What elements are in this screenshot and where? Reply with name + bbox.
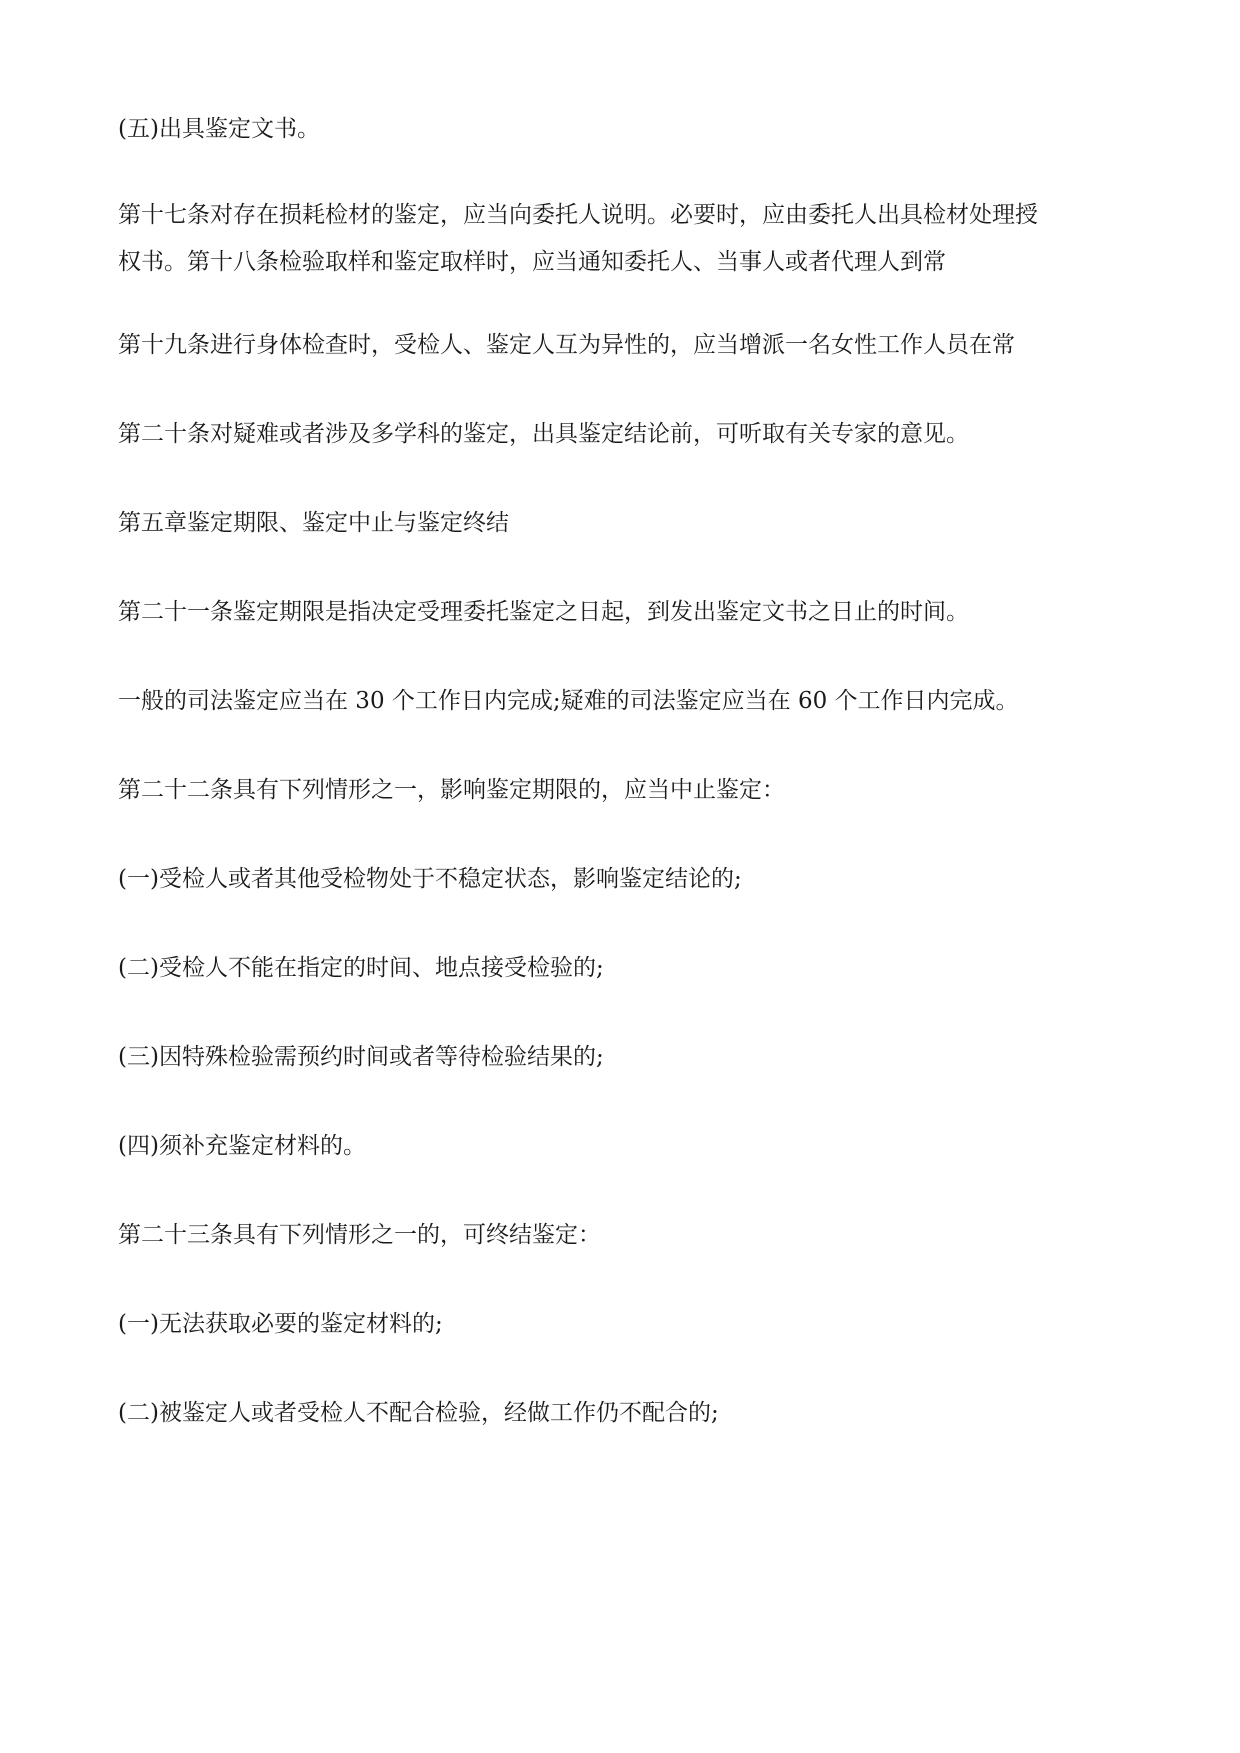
article-17-text-line1: 第十七条对存在损耗检材的鉴定，应当向委托人说明。必要时，应由委托人出具检材处理授 (118, 202, 1038, 228)
article-23-item-2: (二)被鉴定人或者受检人不配合检验，经做工作仍不配合的; (118, 1400, 719, 1426)
deadline-text: 一般的司法鉴定应当在 30 个工作日内完成;疑难的司法鉴定应当在 60 个工作日内完成。 (118, 688, 1019, 714)
paragraph-item-5: (五)出具鉴定文书。 (118, 116, 320, 142)
article-22-item-4: (四)须补充鉴定材料的。 (118, 1133, 366, 1159)
article-23-text: 第二十三条具有下列情形之一的，可终结鉴定： (118, 1222, 601, 1248)
chapter-5-heading: 第五章鉴定期限、鉴定中止与鉴定终结 (118, 510, 509, 536)
article-20-text: 第二十条对疑难或者涉及多学科的鉴定，出具鉴定结论前，可听取有关专家的意见。 (118, 421, 969, 447)
article-22-item-2: (二)受检人不能在指定的时间、地点接受检验的; (118, 955, 604, 981)
article-22-item-3: (三)因特殊检验需预约时间或者等待检验结果的; (118, 1044, 604, 1070)
article-23-item-1: (一)无法获取必要的鉴定材料的; (118, 1311, 443, 1337)
article-17-18-text-line2: 权书。第十八条检验取样和鉴定取样时，应当通知委托人、当事人或者代理人到常 (118, 249, 946, 275)
article-22-item-1: (一)受检人或者其他受检物处于不稳定状态，影响鉴定结论的; (118, 866, 742, 892)
article-19-text: 第十九条进行身体检查时，受检人、鉴定人互为异性的，应当增派一名女性工作人员在常 (118, 332, 1015, 358)
article-21-text: 第二十一条鉴定期限是指决定受理委托鉴定之日起，到发出鉴定文书之日止的时间。 (118, 599, 969, 625)
article-22-text: 第二十二条具有下列情形之一，影响鉴定期限的，应当中止鉴定： (118, 777, 785, 803)
